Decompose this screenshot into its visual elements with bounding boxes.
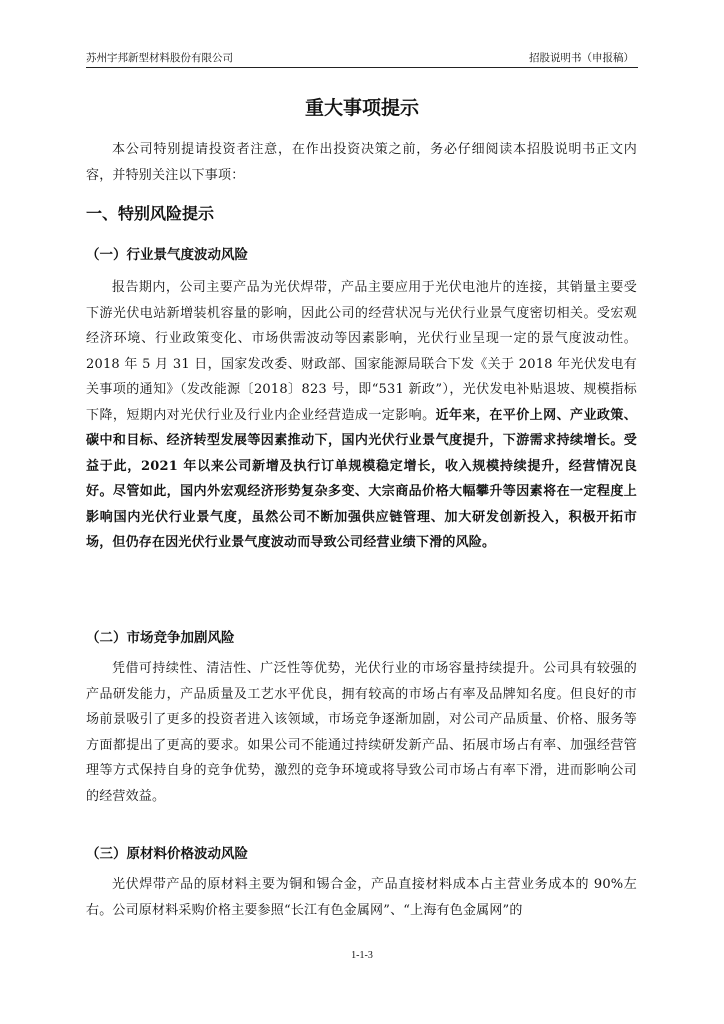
risk-industry-cycle-text: 报告期内，公司主要产品为光伏焊带，产品主要应用于光伏电池片的连接，其销量主要受下游光伏电站新增装机容量的影响，因此公司的经营状况与光伏行业景气度密切相关。受宏观经济环境、行业政策变化、市场供需波动等因素影响，光伏行业呈现一定的景气度波动性。2018 年 5 月 31 日，国家发改委、财政部、国家能源局联合下发《关于 2018 年光伏发电有关事项的通知》（发改能源〔2018〕823 号，即“531 新政”），光伏发电补贴退坡、规模指标下降，短期内对光伏行业及行业内企业经营造成一定影响。 (86, 280, 637, 423)
risk-industry-cycle-paragraph (86, 275, 637, 556)
risk-industry-cycle-emphasis: 近年来，在平价上网、产业政策、碳中和目标、经济转型发展等因素推动下，国内光伏行业景气度提升，下游需求持续增长。受益于此，2021 年以来公司新增及执行订单规模稳定增长，收入规模持续提升，经营情况良好。尽管如此，国内外宏观经济形势复杂多变、大宗商品价格大幅攀升等因素将在一定程度上影响国内光伏行业景气度，虽然公司不断加强供应链管理、加大研发创新投入，积极开拓市场，但仍存在因光伏行业景气度波动而导致公司经营业绩下滑的风险。 (86, 407, 637, 550)
risk-raw-material-price-paragraph: 光伏焊带产品的原材料主要为铜和锡合金，产品直接材料成本占主营业务成本的 90%左右。公司原材料采购价格主要参照“长江有色金属网”、“上海有色金属网”的 (86, 877, 637, 918)
risk-market-competition-paragraph: 凭借可持续性、清洁性、广泛性等优势，光伏行业的市场容量持续提升。公司具有较强的产品研发能力，产品质量及工艺水平优良，拥有较高的市场占有率及品牌知名度。但良好的市场前景吸引了更多的投资者进入该领域，市场竞争逐渐加剧，对公司产品质量、价格、服务等方面都提出了更高的要求。如果公司不能通过持续研发新产品、拓展市场占有率、加强经营管理等方式保持自身的竞争优势，激烈的竞争环境或将导致公司市场占有率下滑，进而影响公司的经营效益。 (86, 661, 637, 804)
risk-heading-industry-cycle: （一）行业景气度波动风险 (86, 247, 248, 263)
page-header (86, 51, 638, 68)
intro-paragraph: 本公司特别提请投资者注意，在作出投资决策之前，务必仔细阅读本招股说明书正文内容，并特别关注以下事项： (86, 142, 637, 183)
page-title: 重大事项提示 (304, 97, 419, 119)
risk-heading-raw-material-price: （三）原材料价格波动风险 (86, 846, 248, 862)
section-heading-special-risks: 一、特别风险提示 (86, 204, 215, 223)
risk-heading-market-competition: （二）市场竞争加剧风险 (86, 630, 235, 646)
header-company-name: 苏州宇邦新型材料股份有限公司 (86, 52, 233, 64)
header-document-type: 招股说明书（申报稿） (529, 52, 634, 64)
page-number: 1-1-3 (351, 950, 373, 961)
